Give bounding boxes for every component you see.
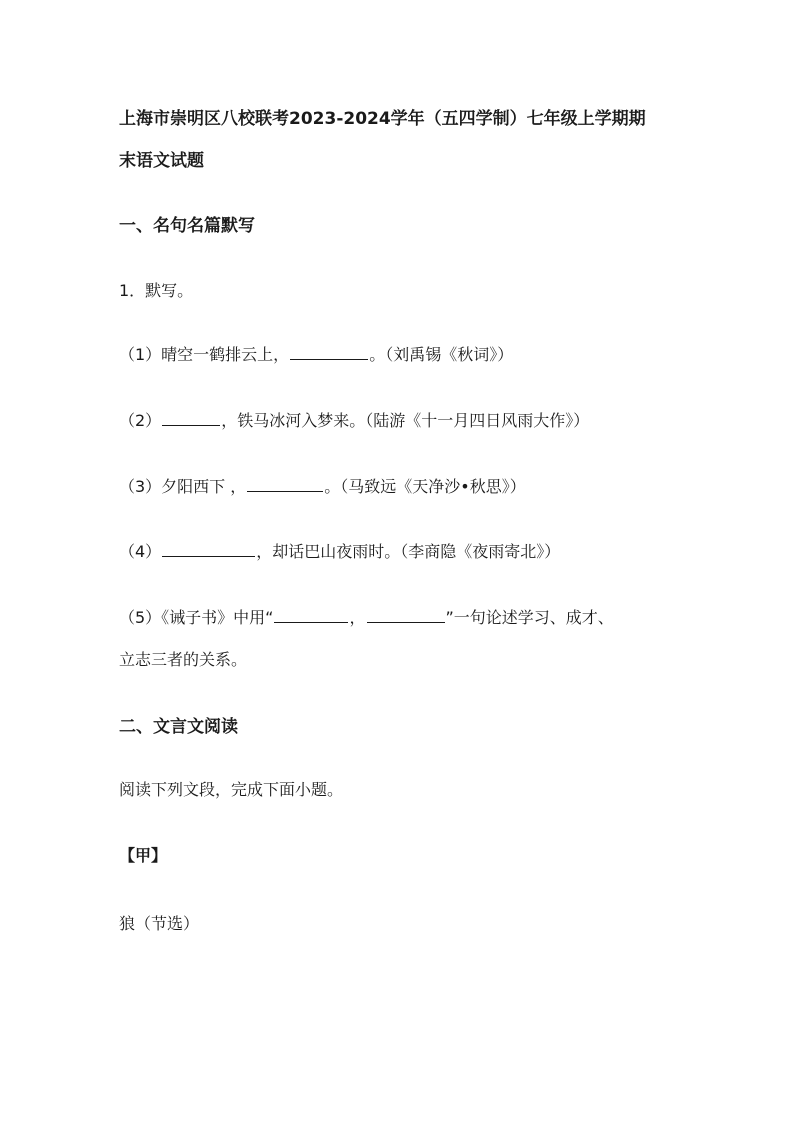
dictation-item-5-suffix: ”一句论述学习、成才、	[445, 608, 614, 627]
dictation-item-1-suffix: 。（刘禹锡《秋词》）	[369, 345, 514, 364]
dictation-item-1-prefix: （1）晴空一鹤排云上，	[119, 345, 290, 364]
section-heading-classical-reading: 二、文言文阅读	[119, 717, 238, 737]
dictation-item-2-suffix: ，铁马冰河入梦来。（陆游《十一月四日风雨大作》）	[221, 411, 590, 430]
dictation-item-1	[119, 344, 684, 366]
dictation-item-5	[119, 607, 684, 629]
answer-blank[interactable]	[290, 344, 368, 360]
passage-title: 狼（节选）	[119, 914, 200, 933]
dictation-item-2-prefix: （2）	[119, 411, 162, 430]
document-title-line-1: 上海市崇明区八校联考2023-2024学年（五四学制）七年级上学期期	[119, 109, 646, 129]
dictation-item-3-suffix: 。（马致远《天净沙•秋思》）	[324, 477, 526, 496]
dictation-item-4-prefix: （4）	[119, 542, 162, 561]
dictation-item-5-prefix: （5）《诫子书》中用“	[119, 608, 274, 627]
dictation-item-4-suffix: ，却话巴山夜雨时。（李商隐《夜雨寄北》）	[256, 542, 561, 561]
dictation-item-5-middle: ，	[349, 608, 366, 627]
dictation-item-3	[119, 476, 684, 498]
answer-blank[interactable]	[162, 541, 255, 557]
reading-instruction: 阅读下列文段，完成下面小题。	[119, 780, 344, 799]
dictation-item-4	[119, 541, 684, 563]
dictation-item-5-continuation: 立志三者的关系。	[119, 650, 248, 669]
dictation-item-3-prefix: （3）夕阳西下 ，	[119, 477, 247, 496]
question-1-prompt: 1．默写。	[119, 281, 194, 300]
answer-blank[interactable]	[274, 607, 348, 623]
passage-label: 【甲】	[119, 846, 168, 865]
dictation-item-2	[119, 410, 684, 432]
answer-blank[interactable]	[367, 607, 445, 623]
answer-blank[interactable]	[162, 410, 220, 426]
document-title-line-2: 末语文试题	[119, 151, 204, 171]
answer-blank[interactable]	[247, 476, 323, 492]
section-heading-dictation: 一、名句名篇默写	[119, 216, 255, 236]
